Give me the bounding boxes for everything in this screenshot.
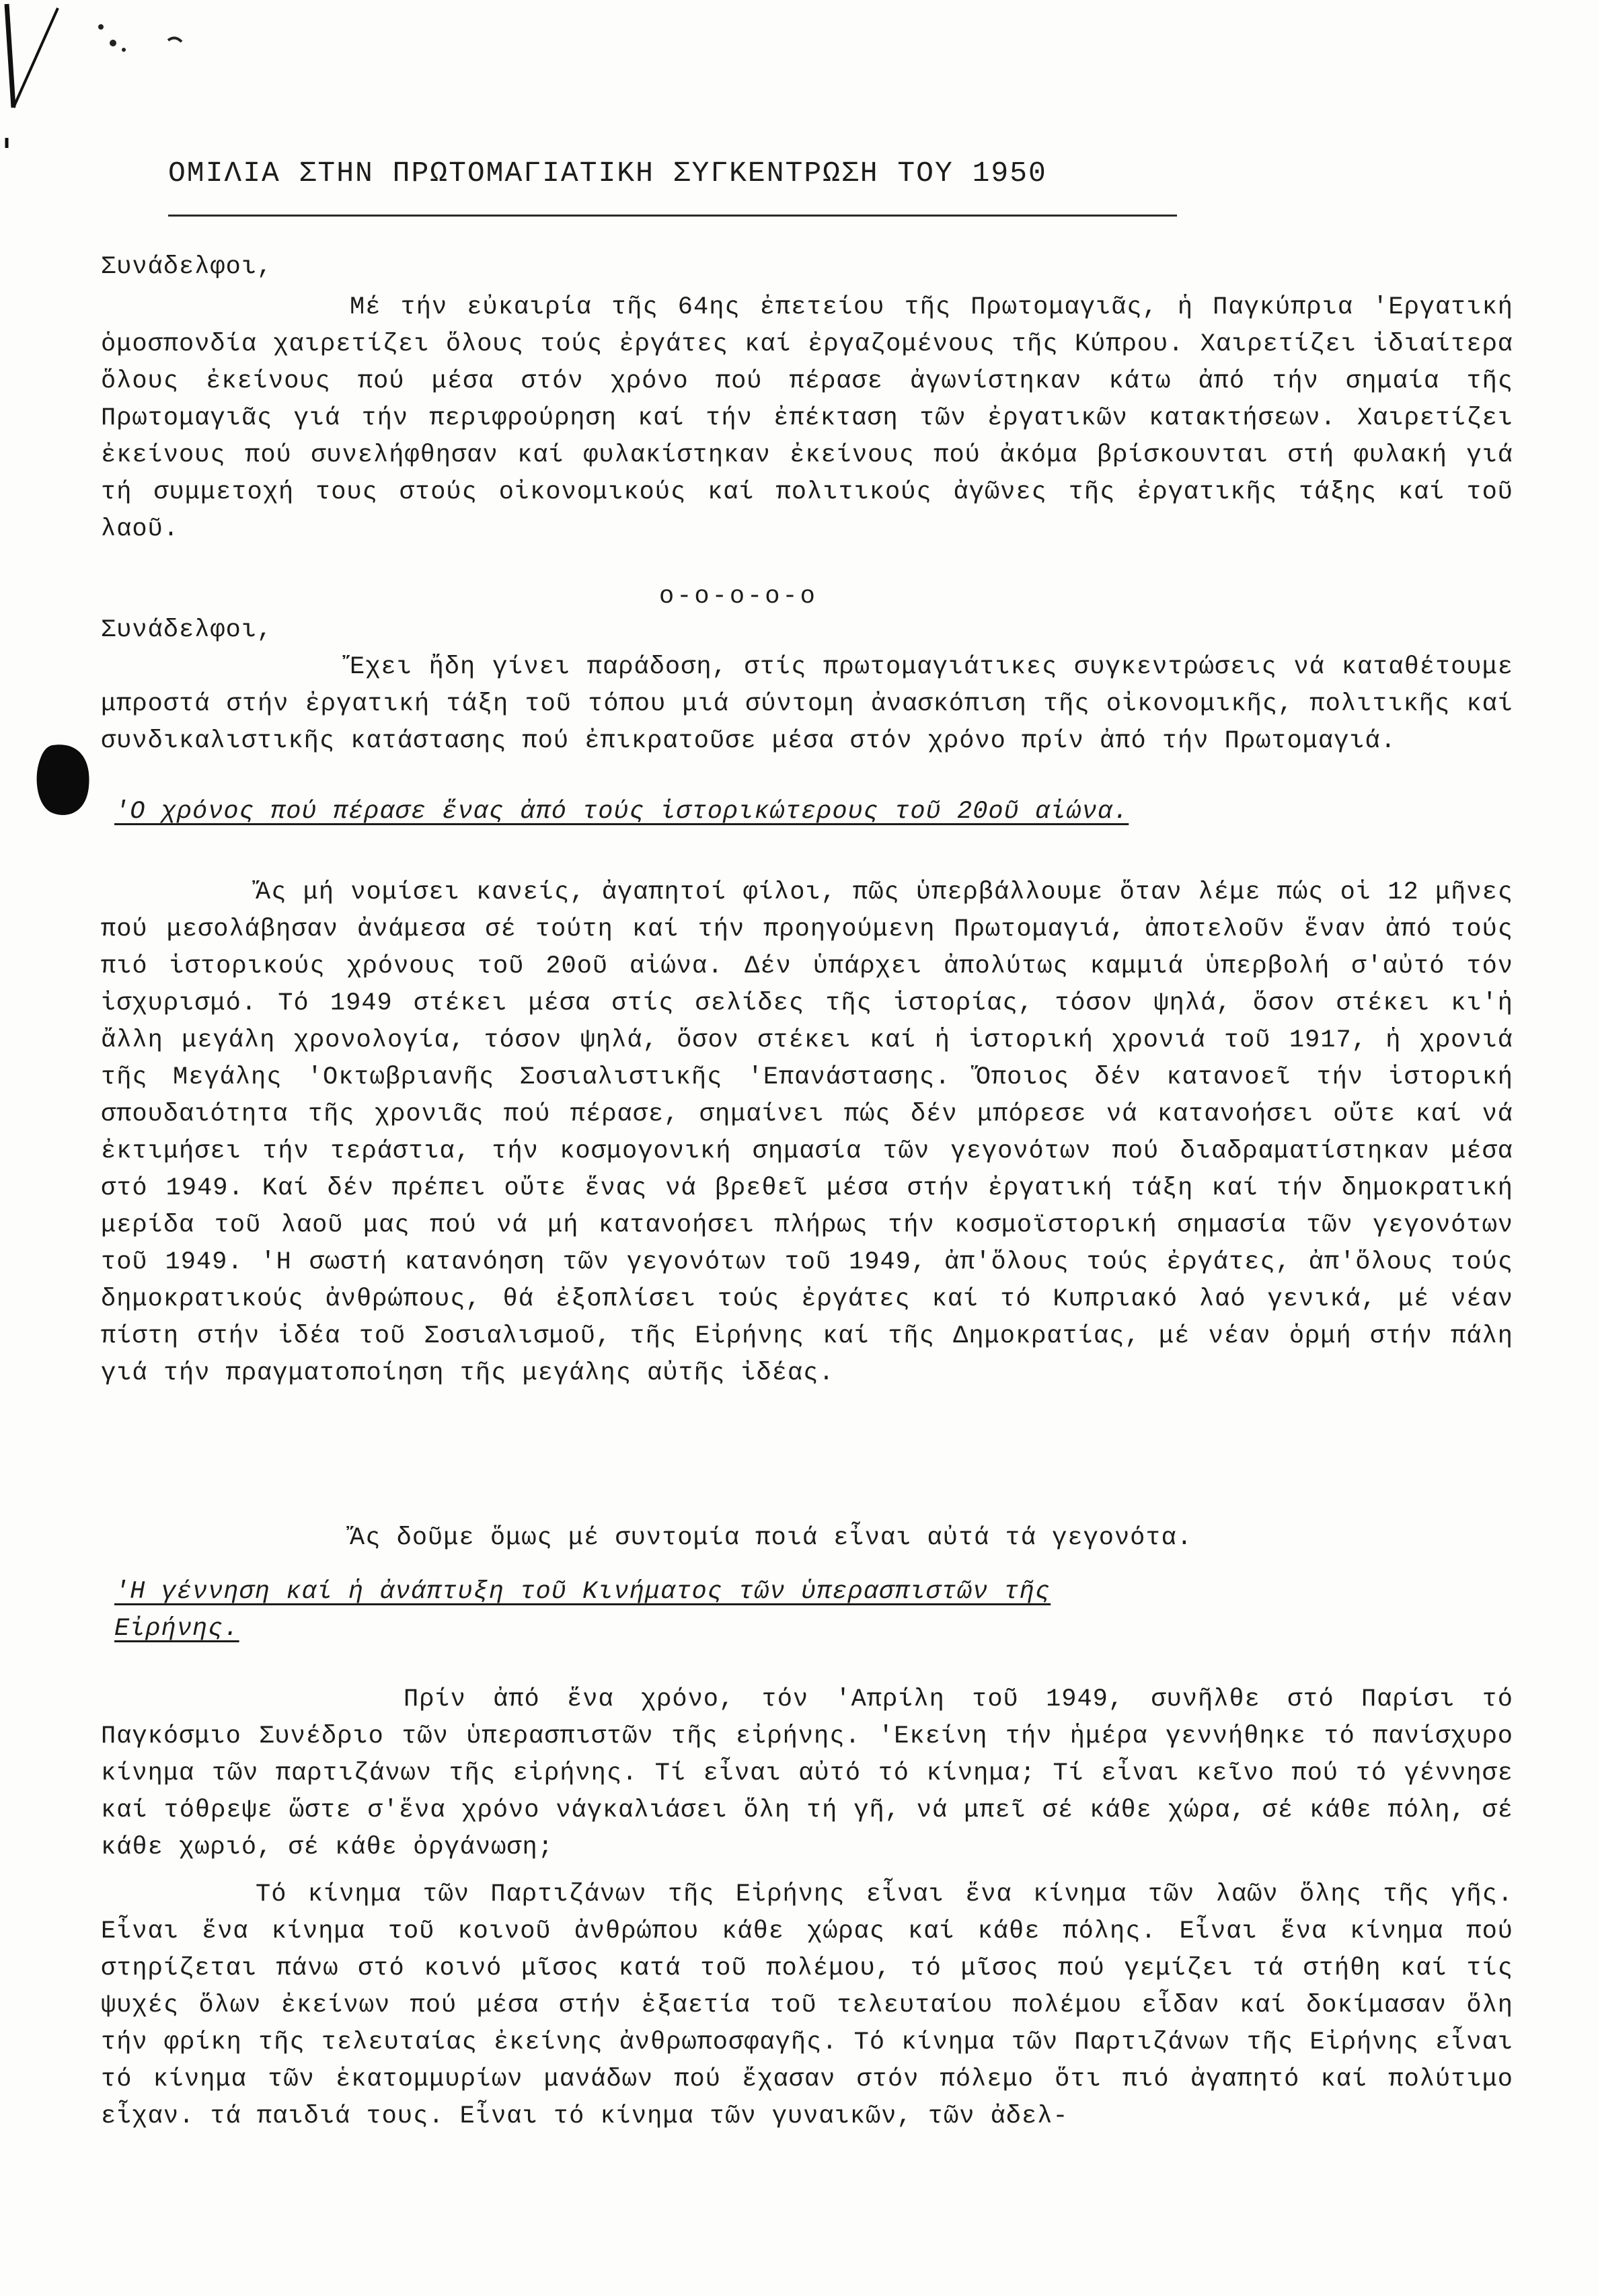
paragraph-1: Μέ τήν εὐκαιρία τῆς 64ης ἐπετείου τῆς Πρωτομαγιᾶς, ἡ Παγκύπρια 'Εργατική ὁμοσπονδία χαιρετίζει ὅλους τούς ἐργάτες καί ἐργαζομένους τῆς Κύπρου. Χαιρετίζει ἰδιαίτερα ὅλους ἐκείνους πού μέσα στόν χρόνο πού πέρασε ἀγωνίστηκαν κάτω ἀπό τήν σημαία τῆς Πρωτομαγιᾶς γιά τήν περιφρούρηση καί τήν ἐπέκταση τῶν ἐργατικῶν κατακτήσεων. Χαιρετίζει ἐκείνους πού συνελήφθησαν καί φυλακίστηκαν ἐκείνους πού ἀκόμα βρίσκουνται στή φυλακή γιά τή συμμετοχή τους στούς οἰκονομικούς καί πολιτικούς ἀγῶνες τῆς ἐργατικῆς τάξης καί τοῦ λαοῦ.: [101, 293, 1513, 543]
paragraph-4: Ἄς δοῦμε ὅμως μέ συντομία ποιά εἶναι αὐτά τά γεγονότα.: [350, 1524, 1192, 1552]
paragraph-6: Τό κίνημα τῶν Παρτιζάνων τῆς Εἰρήνης εἶναι ἕνα κίνημα τῶν λαῶν ὅλης τῆς γῆς. Εἶναι ἕνα κίνημα τοῦ κοινοῦ ἀνθρώπου κάθε χώρας καί κάθε πόλης. Εἶναι ἕνα κίνημα πού στηρίζεται πάνω στό κοινό μῖσος κατά τοῦ πολέμου, τό μῖσος πού γεμίζει τά στήθη καί τίς ψυχές ὅλων ἐκείνων πού μέσα στήν ἑξαετία τοῦ τελευταίου πολέμου εἶδαν καί δοκίμασαν ὅλη τήν φρίκη τῆς τελευταίας ἐκείνης ἀνθρωποσφαγῆς. Τό κίνημα τῶν Παρτιζάνων τῆς Εἰρήνης εἶναι τό κίνημα τῶν ἑκατομμυρίων μανάδων πού ἔχασαν στόν πόλεμο ὅτι πιό ἀγαπητό καί πολύτιμο εἶχαν. τά παιδιά τους. Εἶναι τό κίνημα τῶν γυναικῶν, τῶν ἀδελ-: [101, 1880, 1513, 2131]
salutation-1: Συνάδελφοι,: [101, 253, 273, 281]
paragraph-5: Πρίν ἀπό ἕνα χρόνο, τόν 'Απρίλη τοῦ 1949, συνῆλθε στό Παρίσι τό Παγκόσμιο Συνέδριο τῶν ὑπερασπιστῶν τῆς εἰρήνης. 'Εκείνη τήν ἡμέρα γεννήθηκε τό πανίσχυρο κίνημα τῶν παρτιζάνων τῆς εἰρήνης. Τί εἶναι αὐτό τό κίνημα; Τί εἶναι κεῖνο πού τό γέννησε καί τόθρεψε ὥστε σ'ἕνα χρόνο νάγκαλιάσει ὅλη τή γῆ, νά μπεῖ σέ κάθε χώρα, σέ κάθε πόλη, σέ κάθε χωριό, σέ κάθε ὀργάνωση;: [101, 1685, 1513, 1862]
scan-artifact-dots: [87, 20, 195, 67]
section-separator: ο-ο-ο-ο-ο: [659, 582, 818, 611]
document-title: ΟΜΙΛΙΑ ΣΤΗΝ ΠΡΩΤΟΜΑΓΙΑΤΙΚΗ ΣΥΓΚΕΝΤΡΩΣΗ ΤΟΥ 1950: [168, 155, 1177, 217]
paragraph-3: Ἄς μή νομίσει κανείς, ἀγαπητοί φίλοι, πῶς ὑπερβάλλουμε ὅταν λέμε πώς οἱ 12 μῆνες πού μεσολάβησαν ἀνάμεσα σέ τούτη καί τήν προηγούμενη Πρωτομαγιά, ἀποτελοῦν ἕναν ἀπό τούς πιό ἱστορικούς χρόνους τοῦ 20οῦ αἰώνα. Δέν ὑπάρχει ἀπολύτως καμμιά ὑπερβολή σ'αὐτό τόν ἰσχυρισμό. Τό 1949 στέκει μέσα στίς σελίδες τῆς ἱστορίας, τόσον ψηλά, ὅσον στέκει κι'ἡ ἄλλη μεγάλη χρονολογία, τόσον ψηλά, ὅσον στέκει καί ἡ ἱστορική χρονιά τοῦ 1917, ἡ χρονιά τῆς Μεγάλης 'Οκτωβριανῆς Σοσιαλιστικῆς 'Επανάστασης. Ὅποιος δέν κατανοεῖ τήν ἱστορική σπουδαιότητα τῆς χρονιᾶς πού πέρασε, σημαίνει πώς δέν μπόρεσε νά κατανοήσει οὔτε καί νά ἐκτιμήσει τήν τεράστια, τήν κοσμογονική σημασία τῶν γεγονότων πού διαδραματίστηκαν μέσα στό 1949. Καί δέν πρέπει οὔτε ἕνας νά βρεθεῖ μέσα στήν ἐργατική τάξη καί τήν δημοκρατική μερίδα τοῦ λαοῦ μας πού νά μή κατανοήσει πλήρως τήν κοσμοϊστορική σημασία τῶν γεγονότων τοῦ 1949. 'Η σωστή κατανόηση τῶν γεγονότων τοῦ 1949, ἀπ'ὅλους τούς ἐργάτες, ἀπ'ὅλους τούς δημοκρατικούς ἀνθρώπους, θά ἐξοπλίσει τούς ἐργάτες καί τό Κυπριακό λαό γενικά, μέ νέαν πίστη στήν ἰδέα τοῦ Σοσιαλισμοῦ, τῆς Εἰρήνης καί τῆς Δημοκρατίας, μέ νέαν ὁρμή στήν πάλη γιά τήν πραγματοποίηση τῆς μεγάλης αὐτῆς ἰδέας.: [101, 878, 1513, 1387]
section-heading-2: 'Η γέννηση καί ἡ ἀνάπτυξη τοῦ Κινήματος τῶν ὑπερασπιστῶν τῆς Εἰρήνης.: [114, 1578, 1051, 1643]
section-heading-1: 'Ο χρόνος πού πέρασε ἕνας ἀπό τούς ἱστορικώτερους τοῦ 20οῦ αἰώνα.: [114, 798, 1129, 826]
scan-artifact-blob: [32, 740, 93, 820]
salutation-2: Συνάδελφοι,: [101, 616, 273, 644]
scan-artifact-slash: [4, 0, 78, 148]
paragraph-2: Ἔχει ἤδη γίνει παράδοση, στίς πρωτομαγιάτικες συγκεντρώσεις νά καταθέτουμε μπροστά στήν ἐργατική τάξη τοῦ τόπου μιά σύντομη ἀνασκόπιση τῆς οἰκονομικῆς, πολιτικῆς καί συνδικαλιστικῆς κατάστασης πού ἐπικρατοῦσε μέσα στόν χρόνο πρίν ἀπό τήν Πρωτομαγιά.: [101, 653, 1513, 755]
